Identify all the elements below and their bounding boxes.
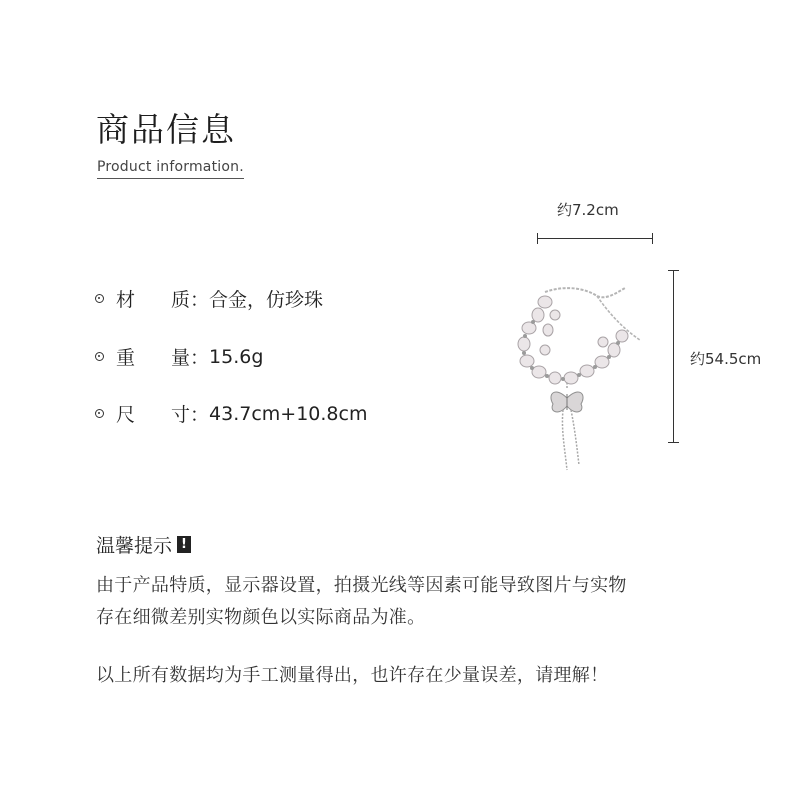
spec-label-char2: 寸： <box>171 404 210 426</box>
spec-row-size <box>95 400 367 427</box>
tips-heading <box>96 531 191 558</box>
bullet-icon <box>95 352 104 361</box>
page-subtitle: Product information. <box>97 159 244 179</box>
tips-title-text: 温馨提示 <box>96 535 173 557</box>
spec-label-char1: 材 <box>116 289 136 311</box>
spec-label-char1: 尺 <box>116 404 136 426</box>
disclaimer-line: 存在细微差别实物颜色以实际商品为准。 <box>96 607 426 628</box>
spec-row-weight <box>95 343 263 370</box>
height-dimension-label: 约54.5cm <box>690 350 762 368</box>
spec-value-weight: 15.6g <box>209 345 264 368</box>
spec-label-char1: 重 <box>116 347 136 369</box>
spec-label-char2: 量： <box>171 347 210 369</box>
disclaimer-paragraph <box>96 570 736 634</box>
width-dimension-label: 约7.2cm <box>557 201 619 219</box>
spec-value-material: 合金，仿珍珠 <box>209 289 324 311</box>
height-dimension-line <box>673 270 674 443</box>
width-dimension-line <box>537 238 653 239</box>
spec-label-char2: 质： <box>171 289 210 311</box>
spec-row-material <box>95 285 323 312</box>
necklace-product-image <box>505 270 665 480</box>
page-title: 商品信息 <box>96 110 236 149</box>
bullet-icon <box>95 294 104 303</box>
spec-value-size: 43.7cm+10.8cm <box>209 402 368 425</box>
exclamation-icon: ! <box>177 536 191 553</box>
disclaimer-line: 由于产品特质，显示器设置，拍摄光线等因素可能导致图片与实物 <box>96 575 627 596</box>
measurement-note: 以上所有数据均为手工测量得出，也许存在少量误差，请理解！ <box>96 665 609 686</box>
bullet-icon <box>95 409 104 418</box>
